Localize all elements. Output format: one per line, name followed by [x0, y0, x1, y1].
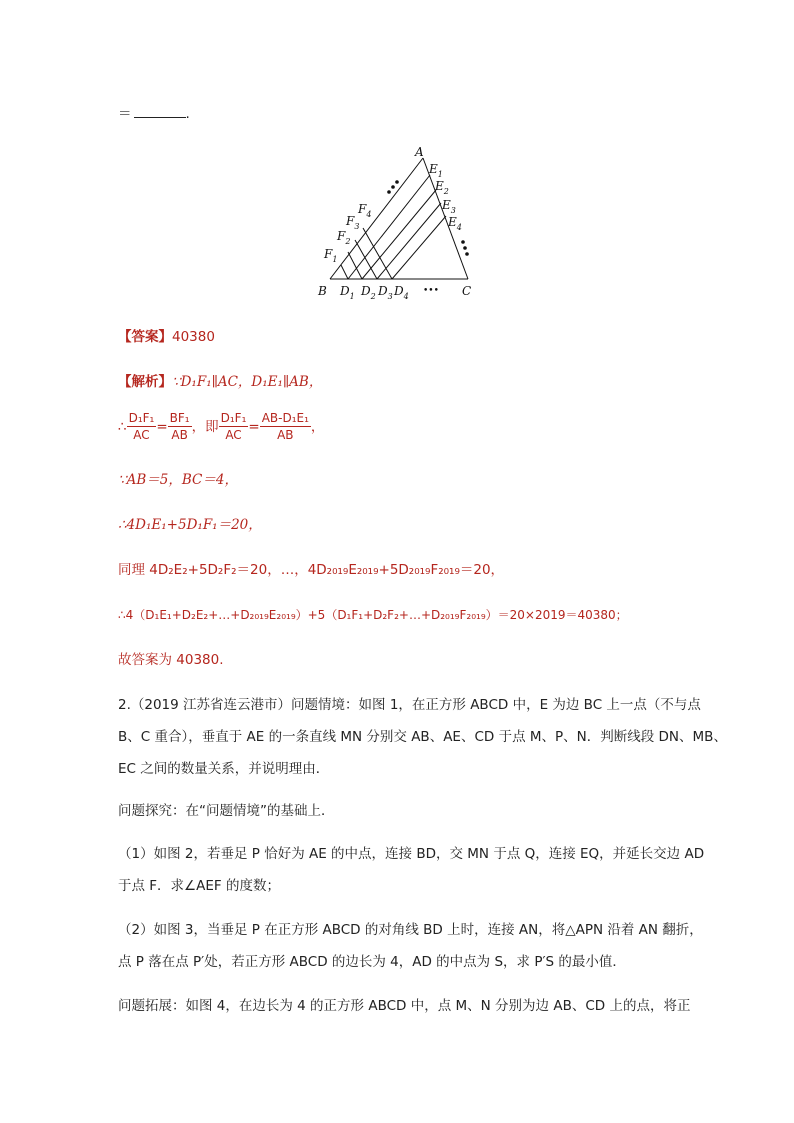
problem2-part2-line-1: （2）如图 3，当垂足 P 在正方形 ABCD 的对角线 BD 上时，连接 AN，将△APN 沿着 AN 翻折， [118, 922, 703, 938]
label-dots: ••• [423, 286, 439, 296]
problem2-line-3: EC 之间的数量关系，并说明理由． [118, 761, 330, 777]
equals-sign: = [156, 418, 168, 435]
problem2-line-2: B、C 重合），垂直于 AE 的一条直线 MN 分别交 AB、AE、CD 于点 M、P、N．判断线段 DN、MB、 [118, 729, 727, 745]
period: . [185, 106, 190, 122]
problem2-line-1: 2.（2019 江苏省连云港市）问题情境：如图 1，在正方形 ABCD 中，E 为边 BC 上一点（不与点 [118, 697, 701, 713]
analysis-line-5: 同理 4D₂E₂+5D₂F₂＝20，…，4D₂₀₁₉E₂₀₁₉+5D₂₀₁₉F₂₀₁₉＝20， [118, 562, 505, 578]
label-d2: $D_2$ [361, 284, 376, 301]
fraction-1-denominator: AC [133, 428, 150, 442]
segment-d4e4 [392, 216, 446, 279]
answer-value: 40380 [172, 329, 215, 345]
label-e3: $E_3$ [442, 198, 456, 215]
analysis-line-3: ∵AB＝5，BC＝4， [118, 472, 238, 488]
segment-d2f2 [348, 252, 362, 279]
label-f2: $F_2$ [337, 229, 351, 246]
answer-blank-line [118, 103, 190, 124]
label-e4: $E_4$ [448, 215, 462, 232]
fraction-1 [127, 410, 157, 443]
fraction-4-numerator: AB-D₁E₁ [261, 411, 309, 425]
fraction-3 [219, 410, 249, 443]
ellipsis-dot [387, 190, 391, 194]
label-d4: $D_4$ [394, 284, 409, 301]
label-d3: $D_3$ [378, 284, 393, 301]
fraction-2 [168, 410, 192, 443]
analysis-parallel-text: ∵D₁F₁∥AC，D₁E₁∥AB， [172, 374, 323, 390]
ji-text: ，即 [191, 418, 219, 435]
analysis-conclusion: 故答案为 40380. [118, 652, 224, 668]
problem2-part1-line-2: 于点 F．求∠AEF 的度数； [118, 878, 280, 894]
equals-sign: = [248, 418, 260, 435]
segment-d4f4 [363, 228, 392, 279]
ellipsis-dot [395, 180, 399, 184]
label-b: B [318, 284, 327, 298]
answer-line [118, 327, 215, 347]
label-e1: $E_1$ [429, 162, 443, 179]
therefore-symbol: ∴ [118, 418, 127, 435]
segment-d3e3 [377, 203, 441, 279]
ellipsis-dot [465, 252, 469, 256]
label-d1: $D_1$ [340, 284, 355, 301]
analysis-line-4: ∴4D₁E₁+5D₁F₁＝20， [118, 517, 262, 533]
label-a: A [415, 145, 424, 159]
fraction-3-denominator: AC [225, 428, 242, 442]
label-c: C [462, 284, 472, 298]
fraction-4 [260, 410, 311, 443]
side-ac [423, 158, 468, 279]
problem2-part1-line-1: （1）如图 2，若垂足 P 恰好为 AE 的中点，连接 BD，交 MN 于点 Q，连接 EQ，并延长交边 AD [118, 846, 705, 862]
ellipsis-dot [391, 185, 395, 189]
fraction-2-denominator: AB [171, 428, 188, 442]
ellipsis-dot [461, 240, 465, 244]
problem2-extension: 问题拓展：如图 4，在边长为 4 的正方形 ABCD 中，点 M、N 分别为边 AB、CD 上的点，将正 [118, 998, 691, 1014]
fraction-1-numerator: D₁F₁ [128, 411, 155, 425]
equals-sign: ＝ [118, 106, 132, 122]
label-f1: $F_1$ [324, 247, 338, 264]
fill-in-blank [134, 103, 186, 118]
label-f3: $F_3$ [346, 214, 360, 231]
analysis-tag: 【解析】 [118, 374, 172, 390]
problem2-explore: 问题探究：在“问题情境”的基础上． [118, 803, 335, 819]
analysis-line-6: ∴4（D₁E₁+D₂E₂+…+D₂₀₁₉E₂₀₁₉）+5（D₁F₁+D₂F₂+…+D₂₀₁₉F₂₀₁₉）＝20×2019＝40380； [118, 608, 628, 622]
label-f4: $F_4$ [358, 202, 372, 219]
answer-tag: 【答案】 [118, 329, 172, 345]
label-e2: $E_2$ [435, 179, 449, 196]
analysis-fraction-line [118, 410, 324, 443]
triangle-figure [310, 140, 485, 305]
ellipsis-dot [463, 246, 467, 250]
problem2-part2-line-2: 点 P 落在点 P′处，若正方形 ABCD 的边长为 4，AD 的中点为 S，求 P′S 的最小值． [118, 954, 626, 970]
fraction-4-denominator: AB [277, 428, 294, 442]
fraction-2-numerator: BF₁ [169, 411, 190, 425]
analysis-line-1 [118, 372, 322, 392]
segment-d1f1 [341, 265, 348, 279]
segment-d2e2 [362, 190, 436, 279]
comma: ， [310, 418, 325, 435]
fraction-3-numerator: D₁F₁ [220, 411, 247, 425]
